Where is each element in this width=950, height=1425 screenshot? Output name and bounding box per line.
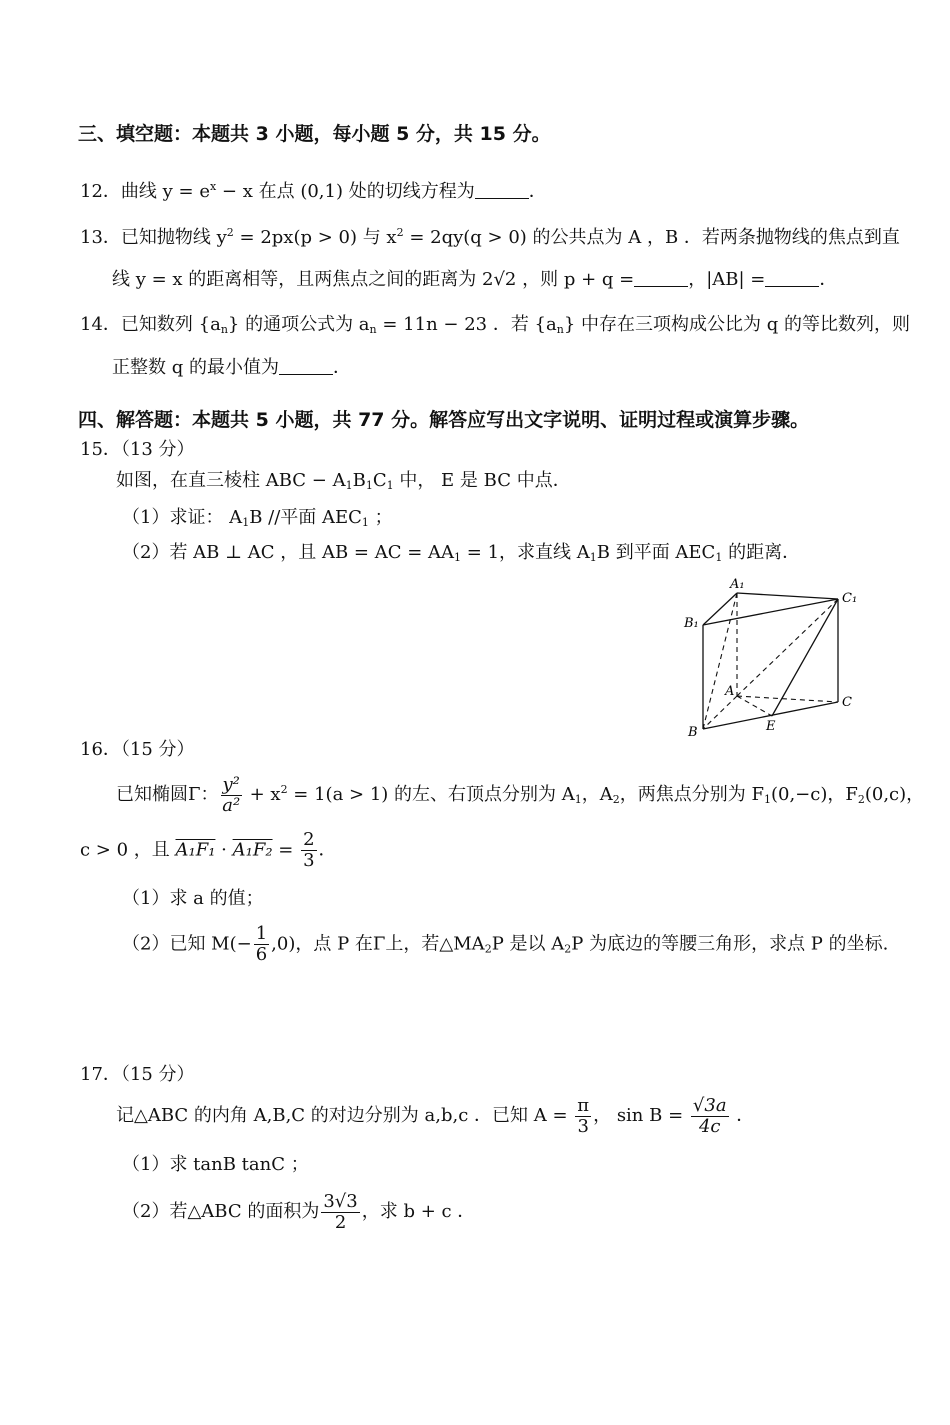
q12-text: − x 在点 (0,1) 处的切线方程为 — [216, 181, 475, 202]
question-16-number: 16．（15 分） — [80, 739, 195, 760]
q16-text: ． — [318, 839, 337, 861]
q14-text: ． — [332, 357, 351, 378]
fraction — [321, 1192, 359, 1233]
question-15-part-1 — [122, 505, 393, 536]
subscript: 1 — [386, 479, 394, 492]
subscript: 1 — [242, 516, 250, 529]
q15-text: B //平面 AEC — [249, 507, 362, 528]
fraction — [575, 1096, 591, 1137]
label-a1: A₁ — [730, 577, 745, 592]
q13-text: = 2qy(q > 0) 的公共点为 A ，B ．若两条抛物线的焦点到直 — [403, 227, 900, 248]
q16-text: ，A — [581, 784, 613, 805]
hidden-edge-a-b — [703, 696, 737, 729]
edge-a1-c1 — [737, 593, 838, 599]
fraction — [301, 830, 316, 871]
q15-text: 中， E 是 BC 中点． — [393, 470, 571, 491]
answer-blank — [475, 180, 529, 199]
subscript: 1 — [589, 551, 597, 564]
question-16-line-1 — [116, 770, 924, 820]
fraction-denominator: a² — [222, 794, 241, 816]
q14-text: } 中存在三项构成公比为 q 的等比数列，则 — [563, 314, 910, 335]
fraction-numerator: y² — [222, 773, 240, 795]
hidden-segment-a-e — [737, 696, 772, 716]
q17-text: ， sin B = — [593, 1105, 689, 1126]
subscript: 2 — [564, 942, 572, 956]
prism-figure — [670, 572, 870, 742]
q16-text: （2）已知 M(− — [122, 933, 252, 955]
fraction-denominator: 3 — [577, 1115, 589, 1137]
question-12 — [80, 174, 547, 205]
q15-text: （2）若 AB ⊥ AC ，且 AB = AC = AA — [122, 542, 455, 563]
question-14-line-2 — [112, 355, 351, 381]
q14-text: 正整数 q 的最小值为 — [112, 357, 279, 378]
q15-text: （1）求证： A — [122, 507, 243, 528]
subscript: 2 — [484, 942, 492, 956]
answer-blank — [279, 356, 333, 375]
q15-text: B — [352, 470, 366, 491]
q16-text: (0,−c)，F — [770, 784, 858, 805]
q12-text: ． — [528, 181, 547, 202]
fraction-numerator: 2 — [303, 829, 315, 850]
segment-c1-e — [772, 599, 838, 716]
q12-text: 曲线 y = e — [120, 181, 210, 202]
subscript: 1 — [365, 479, 373, 492]
subscript: 1 — [361, 516, 369, 529]
q16-text: ，两焦点分别为 F — [619, 784, 764, 805]
hidden-segment-a1-b — [703, 593, 737, 729]
fraction-denominator: 6 — [255, 944, 268, 965]
q13-text: 已知抛物线 y — [120, 227, 227, 248]
question-15-part-2 — [122, 540, 800, 571]
q14-text: } 的通项公式为 a — [227, 314, 370, 335]
label-a: A — [725, 684, 735, 699]
q17-text: （2）若△ABC 的面积为 — [122, 1201, 320, 1222]
q17-text: ． — [730, 1105, 755, 1126]
subscript: 2 — [612, 793, 620, 806]
superscript: 2 — [226, 226, 234, 239]
q16-text: c > 0 ，且 — [80, 839, 176, 861]
fraction-denominator: 3 — [303, 850, 315, 871]
fraction — [221, 775, 242, 816]
fraction-numerator: 3√3 — [323, 1190, 358, 1212]
q17-text: ，求 b + c ． — [361, 1201, 476, 1222]
question-15-number: 15．（13 分） — [80, 439, 195, 460]
q16-text: P 是以 A — [491, 933, 565, 955]
question-16-part-1: （1）求 a 的值； — [122, 888, 264, 909]
q15-text: C — [372, 470, 387, 491]
fraction — [254, 924, 269, 965]
subscript: 1 — [345, 479, 353, 492]
q16-text: · — [215, 839, 233, 861]
q16-text: (0,c)， — [864, 784, 925, 805]
question-17-line-1 — [116, 1094, 754, 1138]
superscript: 2 — [280, 783, 288, 796]
fraction-numerator: π — [577, 1094, 590, 1116]
answer-blank — [634, 268, 688, 287]
vector-a1f2: A₁F₂ — [232, 839, 273, 861]
subscript: 1 — [574, 793, 582, 806]
q16-text: 已知椭圆Γ： — [116, 784, 219, 805]
subscript: n — [556, 323, 564, 336]
q15-text: = 1，求直线 A — [461, 542, 590, 563]
q13-text: ，|AB| = — [688, 269, 766, 290]
question-13-line-1 — [80, 220, 900, 251]
superscript: 2 — [396, 226, 404, 239]
hidden-edge-a-c — [737, 696, 838, 702]
superscript: x — [209, 180, 217, 193]
hidden-segment-a-c1 — [737, 599, 838, 696]
question-13-line-2 — [112, 267, 837, 293]
question-16-part-2 — [122, 924, 888, 970]
question-16-line-2 — [80, 830, 337, 871]
q16-text: = 1(a > 1) 的左、右顶点分别为 A — [287, 784, 575, 805]
q14-text: 已知数列 {a — [120, 314, 221, 335]
label-c1: C₁ — [842, 591, 858, 606]
q16-text: ,0)，点 P 在Γ上，若△MA — [271, 933, 485, 955]
section-4-heading: 四、解答题：本题共 5 小题，共 77 分。解答应写出文字说明、证明过程或演算步骤。 — [78, 409, 810, 431]
label-b1: B₁ — [684, 616, 699, 631]
fraction-denominator: 2 — [334, 1211, 347, 1233]
q17-text: 记△ABC 的内角 A,B,C 的对边分别为 a,b,c ．已知 A = — [116, 1105, 574, 1126]
q15-text: ； — [368, 507, 393, 528]
q13-text: 线 y = x 的距离相等，且两焦点之间的距离为 2√2 ，则 p + q = — [112, 269, 635, 290]
subscript: 1 — [715, 551, 723, 564]
section-3-heading: 三、填空题：本题共 3 小题，每小题 5 分，共 15 分。 — [78, 123, 551, 145]
vector-a1f1: A₁F₁ — [175, 839, 216, 861]
fraction-denominator: 4c — [698, 1115, 721, 1137]
question-number: 14． — [80, 314, 121, 335]
subscript: n — [220, 323, 228, 336]
fraction-numerator: 1 — [255, 923, 268, 944]
question-17-part-2 — [122, 1190, 475, 1234]
subscript: 1 — [454, 551, 462, 564]
question-14-line-1 — [80, 312, 910, 343]
q16-text: = — [272, 839, 300, 861]
q15-text: 的距离． — [722, 542, 801, 563]
question-17-number: 17．（15 分） — [80, 1064, 195, 1085]
answer-blank — [765, 268, 819, 287]
question-17-part-1: （1）求 tanB tanC ； — [122, 1154, 309, 1175]
q14-text: = 11n − 23 ．若 {a — [376, 314, 557, 335]
q16-text: + x — [243, 784, 281, 805]
question-15-stem — [116, 468, 571, 499]
q15-text: 如图，在直三棱柱 ABC − A — [116, 470, 346, 491]
label-e: E — [766, 719, 776, 734]
q15-text: B 到平面 AEC — [596, 542, 716, 563]
subscript: n — [369, 323, 377, 336]
question-number: 12． — [80, 181, 121, 202]
subscript: 1 — [763, 793, 771, 806]
question-number: 13． — [80, 227, 121, 248]
edge-b1-a1 — [703, 593, 737, 625]
label-b: B — [688, 725, 698, 740]
fraction-numerator: √3a — [692, 1094, 727, 1116]
subscript: 2 — [857, 793, 865, 806]
edge-b1-c1 — [703, 599, 838, 625]
q13-text: ． — [819, 269, 838, 290]
fraction — [691, 1096, 729, 1137]
q13-text: = 2px(p > 0) 与 x — [233, 227, 397, 248]
label-c: C — [842, 695, 852, 710]
q16-text: P 为底边的等腰三角形，求点 P 的坐标. — [571, 933, 889, 955]
